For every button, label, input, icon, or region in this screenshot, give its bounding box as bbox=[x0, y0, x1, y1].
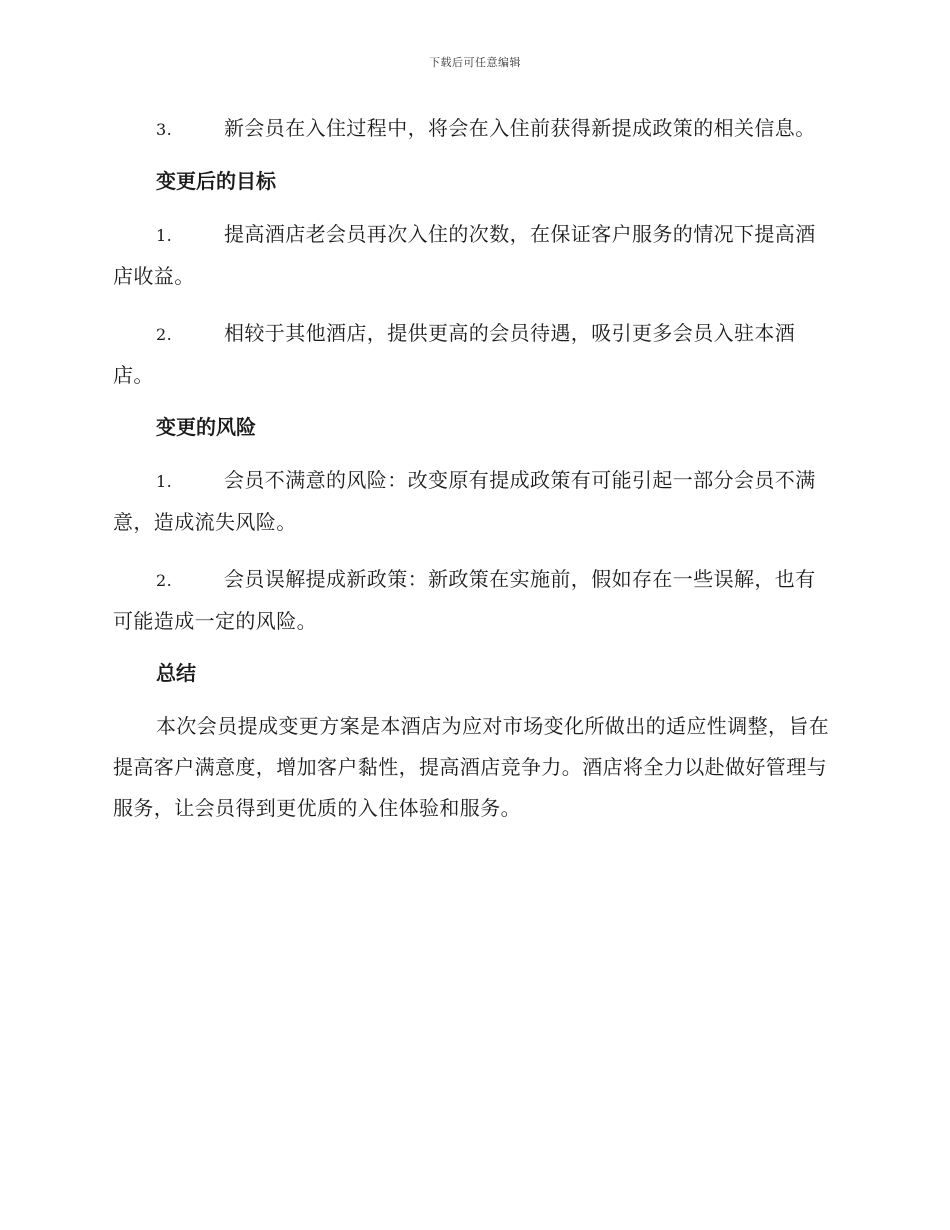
section-heading-risks: 变更的风险 bbox=[156, 415, 256, 439]
list-text: 会员不满意的风险：改变原有提成政策有可能引起一部分会员不满意，造成流失风险。 bbox=[113, 468, 816, 534]
section-heading-summary: 总结 bbox=[156, 661, 196, 685]
list-number: 1. bbox=[156, 226, 173, 245]
section-heading-goals: 变更后的目标 bbox=[156, 169, 276, 193]
list-number: 1. bbox=[156, 472, 173, 491]
list-text: 会员误解提成新政策：新政策在实施前，假如存在一些误解，也有可能造成一定的风险。 bbox=[113, 567, 816, 633]
list-number: 2. bbox=[156, 571, 173, 590]
list-item-risk-2 bbox=[113, 559, 835, 642]
page-header: 下载后可任意编辑 bbox=[429, 56, 521, 69]
list-number: 3. bbox=[156, 120, 173, 139]
summary-paragraph: 本次会员提成变更方案是本酒店为应对市场变化所做出的适应性调整，旨在提高客户满意度，增加客户黏性，提高酒店竞争力。酒店将全力以赴做好管理与服务，让会员得到更优质的入住体验和服务。 bbox=[113, 714, 830, 820]
list-number: 2. bbox=[156, 325, 173, 344]
list-text: 提高酒店老会员再次入住的次数，在保证客户服务的情况下提高酒店收益。 bbox=[113, 222, 816, 288]
list-text: 相较于其他酒店，提供更高的会员待遇，吸引更多会员入驻本酒店。 bbox=[113, 321, 796, 387]
list-item-goal-1 bbox=[113, 214, 835, 297]
list-item-intro-3 bbox=[113, 108, 835, 150]
document-body bbox=[113, 108, 835, 829]
list-item-risk-1 bbox=[113, 460, 835, 543]
list-item-goal-2 bbox=[113, 313, 835, 396]
list-text: 新会员在入住过程中，将会在入住前获得新提成政策的相关信息。 bbox=[224, 116, 816, 140]
